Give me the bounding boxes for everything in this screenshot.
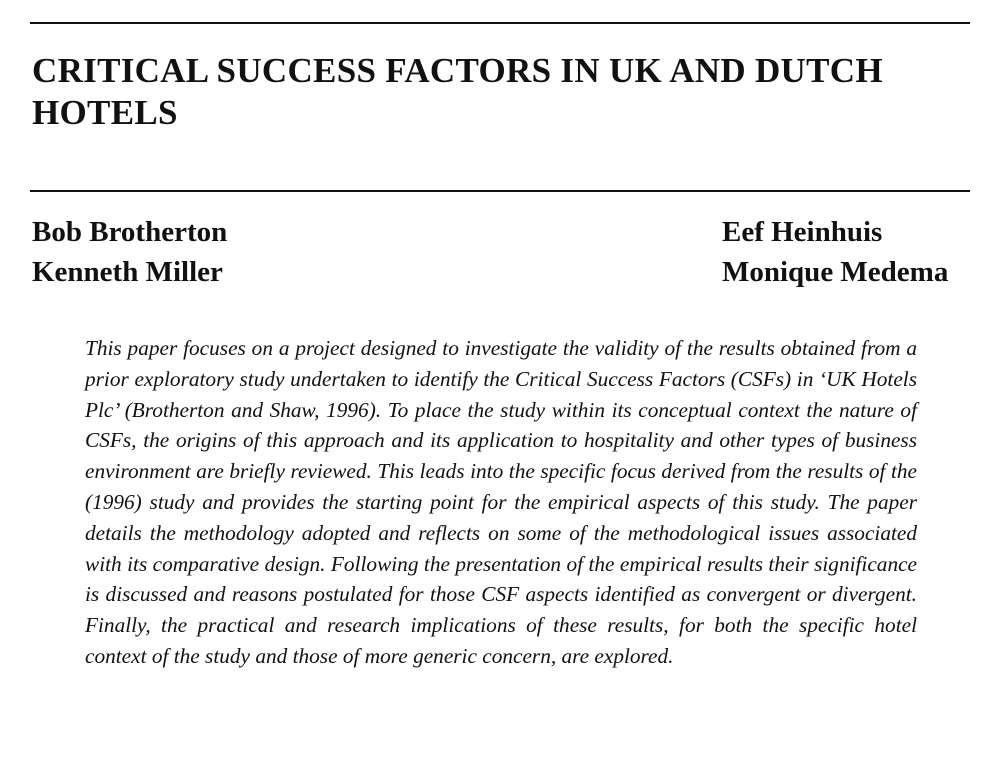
author-name: Kenneth Miller <box>32 256 223 288</box>
author-name: Bob Brotherton <box>32 216 228 248</box>
top-rule <box>30 22 970 24</box>
authors-left-column <box>32 212 227 292</box>
paper-title: CRITICAL SUCCESS FACTORS IN UK AND DUTCH HOTELS <box>32 51 883 132</box>
abstract-paragraph: This paper focuses on a project designed to investigate the validity of the results obtained from a prior exploratory study undertaken to identify the Critical Success Factors (CSFs) in ‘UK Hotels Plc’ (Brotherton and Shaw, 1996). To place the study within its conceptual context the nature of CSFs, the origins of this approach and its application to hospitality and other types of business environment are briefly reviewed. This leads into the specific focus derived from the results of the (1996) study and provides the starting point for the empirical aspects of this study. The paper details the methodology adopted and reflects on some of the methodological issues associated with its comparative design. Following the presentation of the empirical results their significance is discussed and reasons postulated for those CSF aspects identified as convergent or divergent. Finally, the practical and research implications of these results, for both the specific hotel context of the study and those of more generic concern, are explored. <box>85 336 917 668</box>
author-name: Monique Medema <box>722 256 949 288</box>
title-bottom-rule <box>30 190 970 192</box>
authors-right-column <box>722 212 948 292</box>
author-name: Eef Heinhuis <box>722 216 883 248</box>
